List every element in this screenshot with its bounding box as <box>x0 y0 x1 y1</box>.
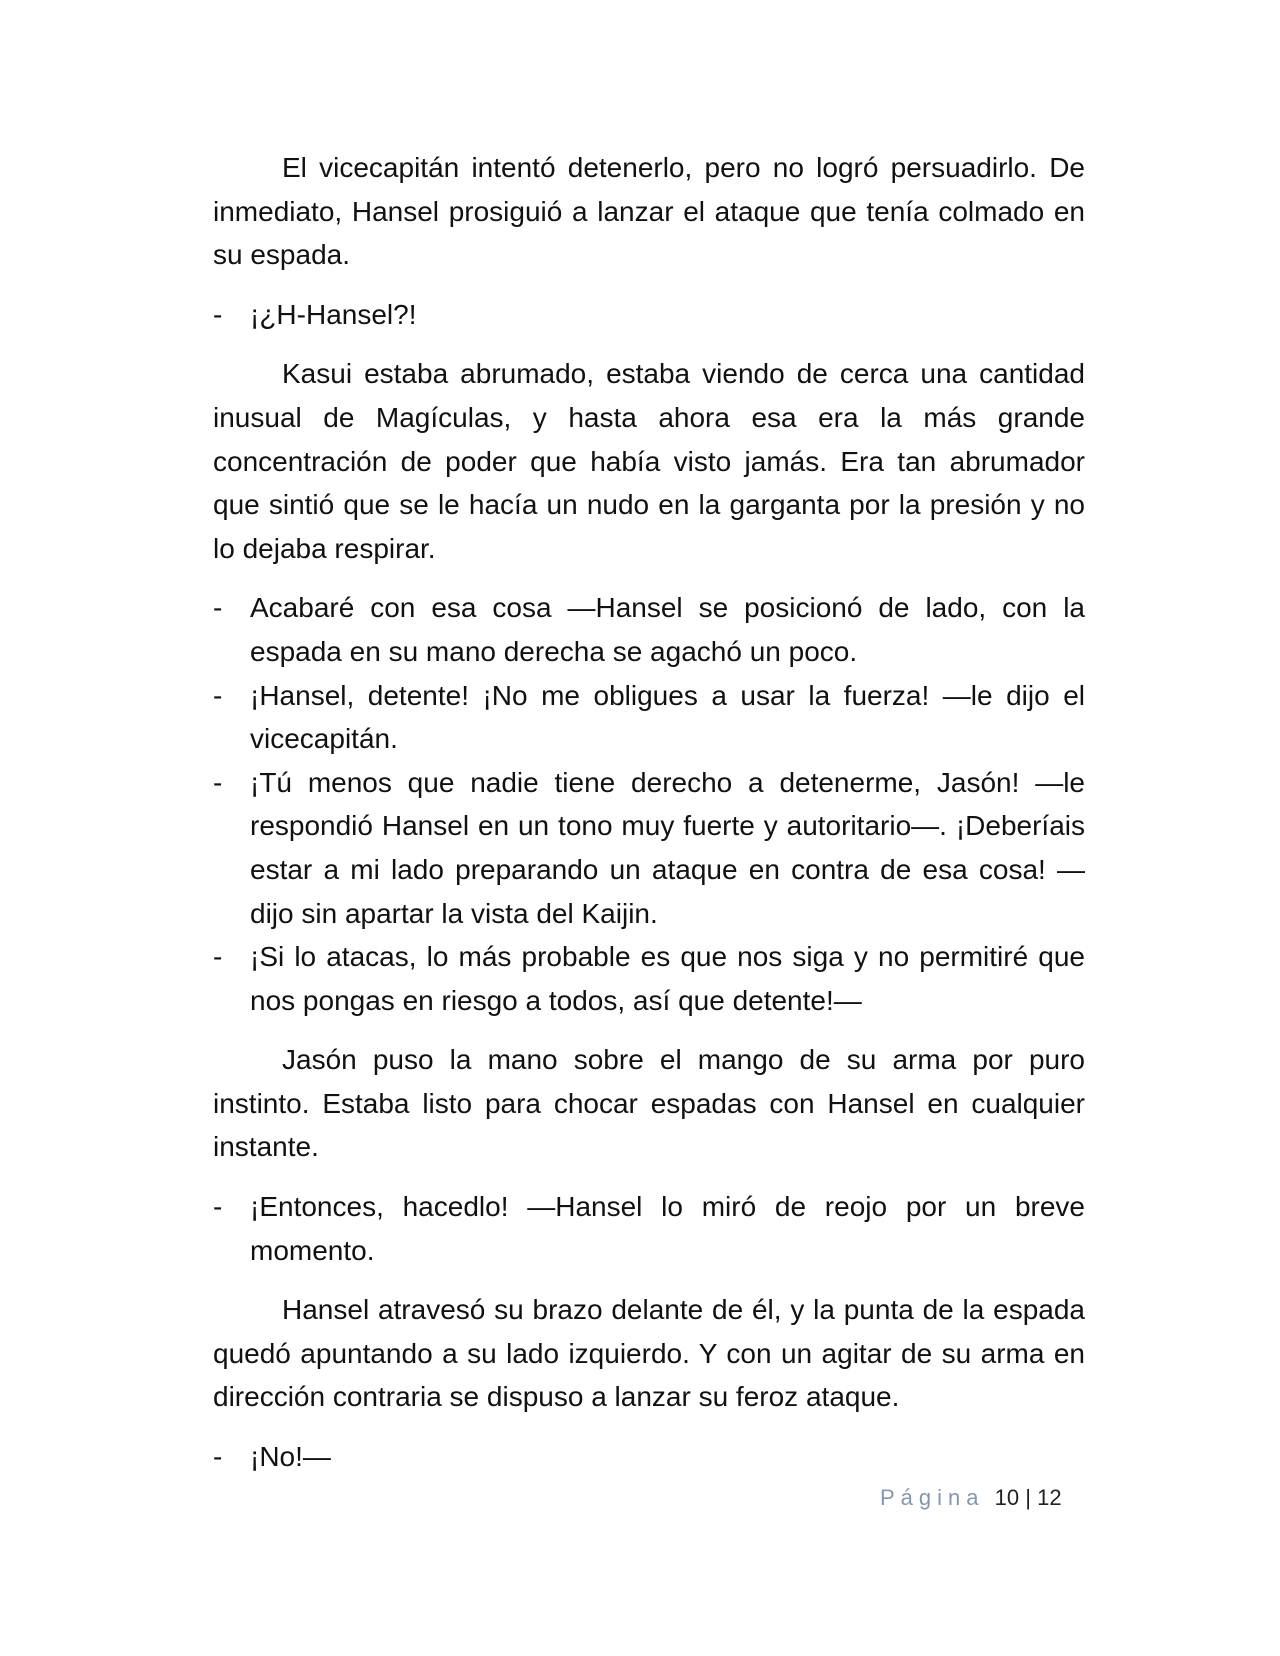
dialogue-text: ¡¿H-Hansel?! <box>250 298 417 330</box>
paragraph: Hansel atravesó su brazo delante de él, y la punta de la espada quedó apuntando a su lado izquierdo. Y con un agitar de su arma en dirección contraria se dispuso a lanzar su feroz ataque. <box>213 1294 1085 1413</box>
dialogue-dash: - <box>213 1191 223 1223</box>
dialogue-text: Acabaré con esa cosa —Hansel se posicionó de lado, con la espada en su mano derecha se agachó un poco. <box>250 592 1085 667</box>
dialogue-dash: - <box>213 679 223 711</box>
dialogue-text: ¡Hansel, detente! ¡No me obligues a usar la fuerza! —le dijo el vicecapitán. <box>250 679 1085 755</box>
dialogue-line <box>213 674 1085 761</box>
dialogue-text: ¡Entonces, hacedlo! —Hansel lo miró de reojo por un breve momento. <box>250 1191 1085 1266</box>
dialogue-dash: - <box>213 1441 223 1473</box>
page-number: 10 <box>994 1485 1020 1510</box>
dialogue-text: ¡Tú menos que nadie tiene derecho a detenerme, Jasón! —le respondió Hansel en un tono muy fuerte y autoritario—. ¡Deberíais estar a mi lado preparando un ataque en contra de esa cosa! —dijo sin apartar la vista del Kaijin. <box>250 766 1085 929</box>
dialogue-line <box>213 935 1085 1022</box>
page-label: Página <box>880 1485 985 1510</box>
paragraph: Kasui estaba abrumado, estaba viendo de cerca una cantidad inusual de Magículas, y hasta ahora esa era la más grande concentración de poder que había visto jamás. Era tan abrumador que sintió que se le hacía un nudo en la garganta por la presión y no lo dejaba respirar. <box>213 358 1085 564</box>
dialogue-line <box>213 1185 1085 1272</box>
dialogue-line <box>213 1435 1085 1479</box>
page-total: 12 <box>1037 1485 1062 1510</box>
page-body <box>213 146 1085 1495</box>
paragraph: El vicecapitán intentó detenerlo, pero no logró persuadirlo. De inmediato, Hansel prosiguió a lanzar el ataque que tenía colmado en su espada. <box>213 152 1085 271</box>
dialogue-dash: - <box>213 941 223 973</box>
dialogue-text: ¡No!— <box>250 1441 331 1473</box>
page-separator: | <box>1025 1485 1031 1510</box>
dialogue-line <box>213 586 1085 673</box>
dialogue-line <box>213 761 1085 935</box>
dialogue-dash: - <box>213 766 223 798</box>
paragraph: Jasón puso la mano sobre el mango de su arma por puro instinto. Estaba listo para chocar espadas con Hansel en cualquier instante. <box>213 1044 1085 1163</box>
page-footer <box>880 1485 1062 1511</box>
dialogue-line <box>213 293 1085 337</box>
dialogue-dash: - <box>213 298 223 330</box>
dialogue-text: ¡Si lo atacas, lo más probable es que nos siga y no permitiré que nos pongas en riesgo a todos, así que detente!— <box>250 941 1085 1016</box>
dialogue-dash: - <box>213 592 223 624</box>
